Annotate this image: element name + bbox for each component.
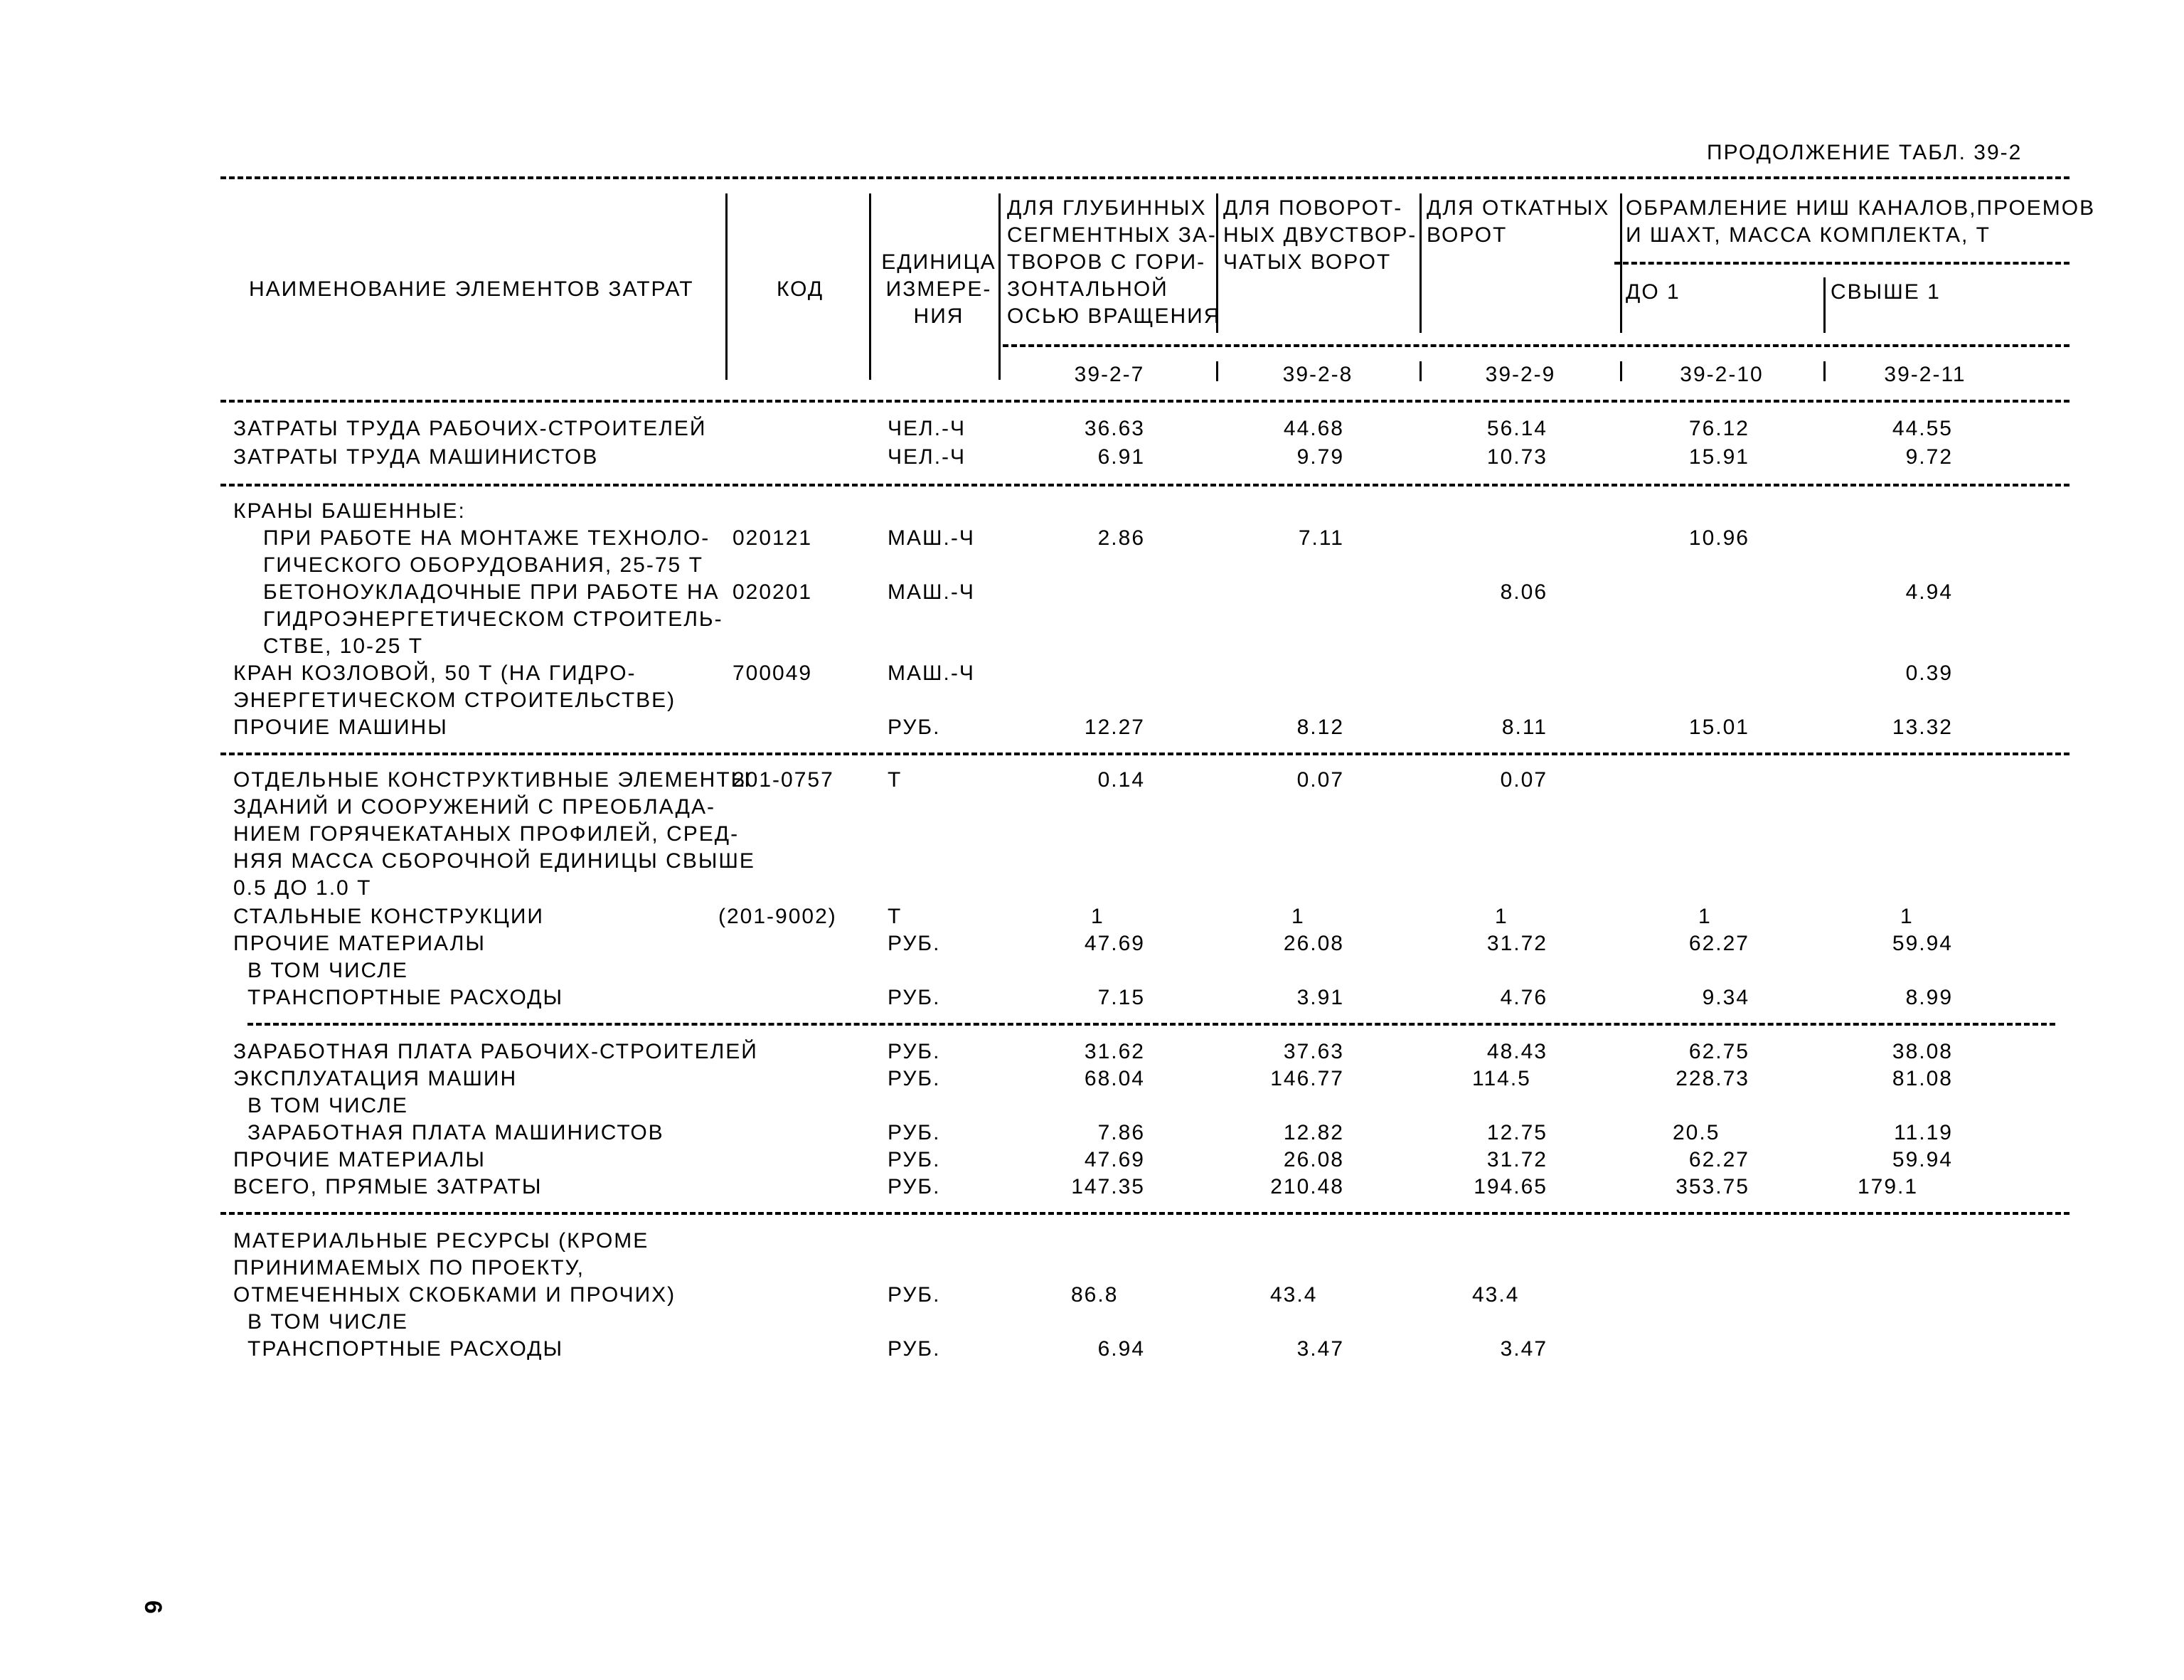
row-name: ЗАРАБОТНАЯ ПЛАТА МАШИНИСТОВ: [247, 1121, 664, 1144]
header-col2: НЫХ ДВУСТВОР-: [1223, 223, 1417, 247]
cell-value: 56.14: [1486, 417, 1548, 440]
row-name: ТРАНСПОРТНЫЕ РАСХОДЫ: [247, 986, 564, 1009]
header-divider: [869, 193, 871, 380]
rule-subsection: [247, 1023, 2055, 1026]
header-divider: [1419, 361, 1422, 381]
cell-value: 179.1: [1858, 1175, 1919, 1198]
row-code: (201-9002): [718, 905, 837, 928]
header-name: НАИМЕНОВАНИЕ ЭЛЕМЕНТОВ ЗАТРАТ: [249, 277, 694, 301]
row-name: В ТОМ ЧИСЛЕ: [247, 1094, 408, 1117]
cell-value: 6.91: [1097, 445, 1145, 469]
row-name: ЗАРАБОТНАЯ ПЛАТА РАБОЧИХ-СТРОИТЕЛЕЙ: [233, 1040, 758, 1063]
row-name: КРАН КОЗЛОВОЙ, 50 Т (НА ГИДРО-: [233, 661, 636, 685]
row-name: ЗАТРАТЫ ТРУДА МАШИНИСТОВ: [233, 445, 599, 469]
cell-value: 62.75: [1688, 1040, 1749, 1063]
header-col1: СЕГМЕНТНЫХ ЗА-: [1007, 223, 1217, 247]
cell-value: 0.14: [1097, 768, 1145, 792]
row-name: ПРОЧИЕ МАТЕРИАЛЫ: [233, 932, 486, 955]
header-col1: ДЛЯ ГЛУБИННЫХ: [1007, 196, 1207, 220]
header-col3: ВОРОТ: [1427, 223, 1508, 247]
cell-value: 194.65: [1474, 1175, 1548, 1198]
cell-value: 146.77: [1270, 1067, 1344, 1090]
header-code-col4: 39-2-10: [1680, 363, 1764, 386]
cell-value: 76.12: [1688, 417, 1749, 440]
cell-value: 62.27: [1688, 932, 1749, 955]
header-sub1: ДО 1: [1626, 280, 1680, 304]
cell-value: 0.07: [1500, 768, 1548, 792]
table-caption: ПРОДОЛЖЕНИЕ ТАБЛ. 39-2: [1707, 141, 2023, 164]
row-name: ГИЧЕСКОГО ОБОРУДОВАНИЯ, 25-75 Т: [263, 553, 703, 577]
cell-value: 10.73: [1486, 445, 1548, 469]
row-unit: РУБ.: [888, 986, 941, 1009]
row-name: ГИДРОЭНЕРГЕТИЧЕСКОМ СТРОИТЕЛЬ-: [263, 607, 723, 631]
cell-value: 1: [1291, 905, 1305, 928]
cell-value: 8.06: [1500, 580, 1548, 604]
row-name: ПРИ РАБОТЕ НА МОНТАЖЕ ТЕХНОЛО-: [263, 526, 710, 550]
header-col1: ОСЬЮ ВРАЩЕНИЯ: [1007, 304, 1221, 328]
header-unit: ЕДИНИЦА: [881, 250, 996, 274]
cell-value: 2.86: [1097, 526, 1145, 550]
row-unit: Т: [888, 768, 902, 792]
cell-value: 9.34: [1702, 986, 1749, 1009]
row-name: НЯЯ МАССА СБОРОЧНОЙ ЕДИНИЦЫ СВЫШЕ: [233, 849, 755, 873]
row-name: ТРАНСПОРТНЫЕ РАСХОДЫ: [247, 1337, 564, 1361]
row-name: ЗДАНИЙ И СООРУЖЕНИЙ С ПРЕОБЛАДА-: [233, 795, 716, 819]
section-title: КРАНЫ БАШЕННЫЕ:: [233, 499, 466, 523]
row-name: ПРИНИМАЕМЫХ ПО ПРОЕКТУ,: [233, 1256, 585, 1280]
header-unit: НИЯ: [913, 304, 964, 328]
cell-value: 68.04: [1084, 1067, 1145, 1090]
cell-value: 47.69: [1084, 932, 1145, 955]
header-divider: [725, 193, 728, 380]
cell-value: 43.4: [1472, 1283, 1520, 1307]
cell-value: 3.91: [1296, 986, 1344, 1009]
cell-value: 0.39: [1905, 661, 1953, 685]
header-unit: ИЗМЕРЕ-: [885, 277, 992, 301]
header-divider: [1620, 193, 1622, 333]
row-unit: РУБ.: [888, 1337, 941, 1361]
row-unit: РУБ.: [888, 1121, 941, 1144]
header-col3: ДЛЯ ОТКАТНЫХ: [1427, 196, 1610, 220]
header-col2: ЧАТЫХ ВОРОТ: [1223, 250, 1392, 274]
cell-value: 48.43: [1486, 1040, 1548, 1063]
row-unit: МАШ.-Ч: [888, 580, 975, 604]
row-name: В ТОМ ЧИСЛЕ: [247, 1310, 408, 1334]
row-code: 201-0757: [733, 768, 834, 792]
cell-value: 11.19: [1894, 1121, 1953, 1144]
header-group: И ШАХТ, МАССА КОМПЛЕКТА, Т: [1626, 223, 1991, 247]
cell-value: 7.11: [1298, 526, 1344, 550]
header-divider: [1620, 361, 1622, 381]
cell-value: 59.94: [1892, 932, 1953, 955]
header-divider: [1419, 193, 1422, 333]
cell-value: 4.76: [1500, 986, 1548, 1009]
cell-value: 1: [1900, 905, 1914, 928]
header-code-col5: 39-2-11: [1884, 363, 1966, 386]
row-name: В ТОМ ЧИСЛЕ: [247, 959, 408, 982]
row-name: СТАЛЬНЫЕ КОНСТРУКЦИИ: [233, 905, 544, 928]
header-code-col3: 39-2-9: [1485, 363, 1556, 386]
cell-value: 12.82: [1283, 1121, 1344, 1144]
row-unit: ЧЕЛ.-Ч: [888, 417, 966, 440]
cell-value: 26.08: [1283, 932, 1344, 955]
row-name: БЕТОНОУКЛАДОЧНЫЕ ПРИ РАБОТЕ НА: [263, 580, 720, 604]
row-unit: РУБ.: [888, 1175, 941, 1198]
cell-value: 43.4: [1270, 1283, 1318, 1307]
row-unit: Т: [888, 905, 902, 928]
cell-value: 1: [1091, 905, 1104, 928]
cell-value: 0.07: [1296, 768, 1344, 792]
cell-value: 31.62: [1084, 1040, 1145, 1063]
row-unit: РУБ.: [888, 716, 941, 739]
cell-value: 1: [1495, 905, 1508, 928]
rule-section: [220, 753, 2070, 755]
cell-value: 12.75: [1486, 1121, 1548, 1144]
cell-value: 38.08: [1892, 1040, 1953, 1063]
cell-value: 81.08: [1892, 1067, 1953, 1090]
cell-value: 31.72: [1486, 932, 1548, 955]
row-name: ПРОЧИЕ МАТЕРИАЛЫ: [233, 1148, 486, 1171]
row-unit: РУБ.: [888, 1148, 941, 1171]
header-sub2: СВЫШЕ 1: [1831, 280, 1941, 304]
header-code-col1: 39-2-7: [1074, 363, 1145, 386]
row-name: МАТЕРИАЛЬНЫЕ РЕСУРСЫ (КРОМЕ: [233, 1229, 649, 1253]
header-divider: [1823, 277, 1826, 333]
cell-value: 44.55: [1892, 417, 1953, 440]
cell-value: 20.5: [1673, 1121, 1720, 1144]
cell-value: 47.69: [1084, 1148, 1145, 1171]
header-code-col2: 39-2-8: [1282, 363, 1353, 386]
cell-value: 62.27: [1688, 1148, 1749, 1171]
header-group: ОБРАМЛЕНИЕ НИШ КАНАЛОВ,ПРОЕМОВ: [1626, 196, 2096, 220]
cell-value: 36.63: [1084, 417, 1145, 440]
row-code: 020121: [733, 526, 813, 550]
cell-value: 1: [1698, 905, 1712, 928]
rule-section: [220, 484, 2070, 487]
cell-value: 210.48: [1270, 1175, 1344, 1198]
row-name: ЗАТРАТЫ ТРУДА РАБОЧИХ-СТРОИТЕЛЕЙ: [233, 417, 707, 440]
cell-value: 15.01: [1688, 716, 1749, 739]
row-name: ЭНЕРГЕТИЧЕСКОМ СТРОИТЕЛЬСТВЕ): [233, 689, 676, 712]
row-name: ОТМЕЧЕННЫХ СКОБКАМИ И ПРОЧИХ): [233, 1283, 676, 1307]
cell-value: 31.72: [1486, 1148, 1548, 1171]
rule-header-bottom: [220, 400, 2070, 403]
cell-value: 6.94: [1097, 1337, 1145, 1361]
cell-value: 37.63: [1283, 1040, 1344, 1063]
cell-value: 8.11: [1501, 716, 1548, 739]
page-number: 6: [139, 1600, 166, 1614]
cell-value: 8.99: [1905, 986, 1953, 1009]
row-unit: РУБ.: [888, 1067, 941, 1090]
cell-value: 26.08: [1283, 1148, 1344, 1171]
rule-top: [220, 176, 2070, 179]
cell-value: 13.32: [1892, 716, 1953, 739]
cell-value: 4.94: [1905, 580, 1953, 604]
header-col2: ДЛЯ ПОВОРОТ-: [1223, 196, 1403, 220]
row-unit: РУБ.: [888, 932, 941, 955]
cell-value: 86.8: [1071, 1283, 1119, 1307]
cell-value: 353.75: [1676, 1175, 1749, 1198]
cell-value: 7.86: [1097, 1121, 1145, 1144]
row-unit: РУБ.: [888, 1283, 941, 1307]
cell-value: 147.35: [1071, 1175, 1145, 1198]
cell-value: 44.68: [1283, 417, 1344, 440]
row-unit: РУБ.: [888, 1040, 941, 1063]
row-name: СТВЕ, 10-25 Т: [263, 634, 424, 658]
cell-value: 114.5: [1472, 1067, 1531, 1090]
cell-value: 9.72: [1905, 445, 1953, 469]
row-unit: МАШ.-Ч: [888, 526, 975, 550]
row-unit: ЧЕЛ.-Ч: [888, 445, 966, 469]
cell-value: 3.47: [1500, 1337, 1548, 1361]
rule-codes: [1003, 344, 2070, 347]
cell-value: 8.12: [1296, 716, 1344, 739]
row-code: 700049: [733, 661, 813, 685]
rule-section: [220, 1212, 2070, 1215]
row-name: ВСЕГО, ПРЯМЫЕ ЗАТРАТЫ: [233, 1175, 543, 1198]
header-col1: ЗОНТАЛЬНОЙ: [1007, 277, 1168, 301]
cell-value: 7.15: [1097, 986, 1145, 1009]
row-name: НИЕМ ГОРЯЧЕКАТАНЫХ ПРОФИЛЕЙ, СРЕД-: [233, 822, 740, 846]
header-col1: ТВОРОВ С ГОРИ-: [1007, 250, 1206, 274]
cell-value: 12.27: [1084, 716, 1145, 739]
cell-value: 10.96: [1688, 526, 1749, 550]
header-divider: [1216, 361, 1218, 381]
header-code: КОД: [777, 277, 824, 301]
cell-value: 3.47: [1296, 1337, 1344, 1361]
row-code: 020201: [733, 580, 813, 604]
row-name: ЭКСПЛУАТАЦИЯ МАШИН: [233, 1067, 518, 1090]
row-name: ОТДЕЛЬНЫЕ КОНСТРУКТИВНЫЕ ЭЛЕМЕНТЫ: [233, 768, 752, 792]
cell-value: 15.91: [1688, 445, 1749, 469]
row-unit: МАШ.-Ч: [888, 661, 975, 685]
row-name: ПРОЧИЕ МАШИНЫ: [233, 716, 448, 739]
cell-value: 9.79: [1296, 445, 1344, 469]
cell-value: 59.94: [1892, 1148, 1953, 1171]
row-name: 0.5 ДО 1.0 Т: [233, 876, 372, 900]
rule-group: [1614, 262, 2070, 265]
header-divider: [1823, 361, 1826, 381]
cell-value: 228.73: [1676, 1067, 1749, 1090]
